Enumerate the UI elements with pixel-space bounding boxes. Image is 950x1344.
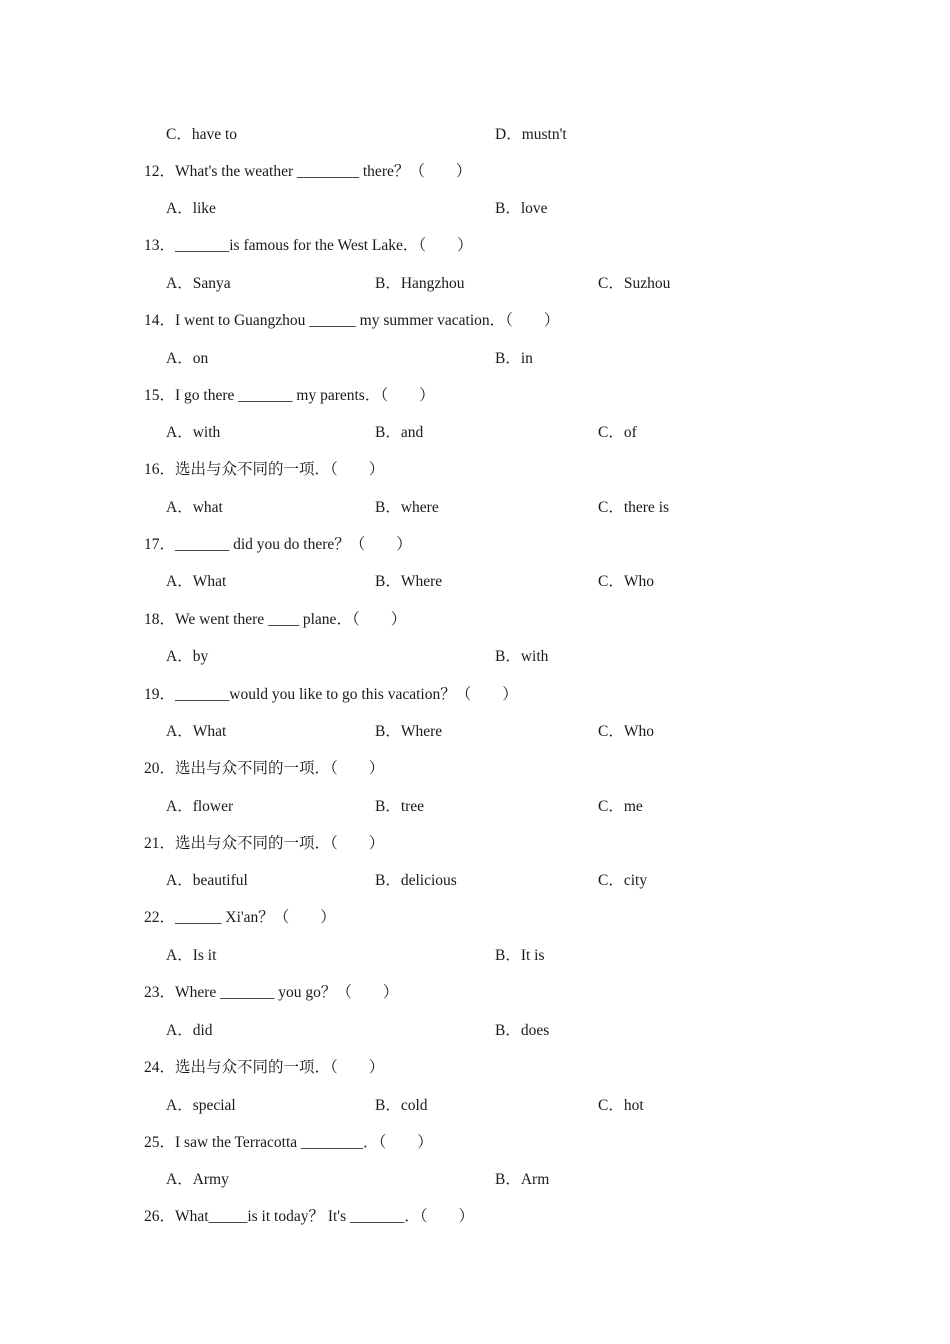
question-stem: 24．选出与众不同的一项．（ ） [144, 1059, 385, 1076]
question-stem: 25．I saw the Terracotta ________．（ ） [144, 1134, 433, 1151]
question-stem: 19．_______would you like to go this vacation？（ ） [144, 686, 518, 703]
answer-option: B．delicious [375, 872, 457, 889]
answer-option: C．of [598, 424, 637, 441]
answer-option: C．have to [166, 126, 238, 143]
question-stem: 14．I went to Guangzhou ______ my summer vacation．（ ） [144, 312, 560, 329]
question-stem: 15．I go there _______ my parents．（ ） [144, 387, 435, 404]
answer-option: A．on [166, 350, 209, 367]
answer-option: A．by [166, 648, 209, 665]
answer-option: C．city [598, 872, 648, 889]
answer-option: A．What [166, 723, 227, 740]
answer-option: A．what [166, 499, 223, 516]
answer-option: B．Where [375, 723, 443, 740]
question-stem: 17．_______ did you do there？（ ） [144, 536, 412, 553]
answer-option: B．and [375, 424, 424, 441]
answer-option: B．love [495, 200, 548, 217]
answer-option: C．there is [598, 499, 670, 516]
answer-option: B．in [495, 350, 533, 367]
answer-option: A．like [166, 200, 216, 217]
question-stem: 23．Where _______ you go？（ ） [144, 984, 399, 1001]
answer-option: A．beautiful [166, 872, 248, 889]
answer-option: C．hot [598, 1097, 644, 1114]
answer-option: A．Is it [166, 947, 217, 964]
answer-option: A．Sanya [166, 275, 231, 292]
question-stem: 12．What's the weather ________ there？（ ） [144, 163, 472, 180]
answer-option: A．did [166, 1022, 213, 1039]
question-stem: 18．We went there ____ plane．（ ） [144, 611, 407, 628]
answer-option: C．Who [598, 723, 654, 740]
question-stem: 21．选出与众不同的一项．（ ） [144, 835, 385, 852]
question-stem: 20．选出与众不同的一项．（ ） [144, 760, 385, 777]
question-stem: 22．______ Xi'an？（ ） [144, 909, 336, 926]
question-stem: 13．_______is famous for the West Lake．（ ） [144, 237, 473, 254]
answer-option: B．Hangzhou [375, 275, 465, 292]
answer-option: B．Arm [495, 1171, 550, 1188]
answer-option: B．It is [495, 947, 545, 964]
question-stem: 26．What_____is it today？ It's _______．（ ） [144, 1208, 474, 1225]
answer-option: B．with [495, 648, 549, 665]
answer-option: C．me [598, 798, 643, 815]
answer-option: A．What [166, 573, 227, 590]
answer-option: B．does [495, 1022, 550, 1039]
answer-option: B．where [375, 499, 439, 516]
answer-option: A．Army [166, 1171, 229, 1188]
answer-option: A．special [166, 1097, 236, 1114]
answer-option: B．Where [375, 573, 443, 590]
answer-option: C．Who [598, 573, 654, 590]
answer-option: C．Suzhou [598, 275, 671, 292]
answer-option: D．mustn't [495, 126, 567, 143]
answer-option: A．with [166, 424, 221, 441]
answer-option: B．cold [375, 1097, 428, 1114]
question-stem: 16．选出与众不同的一项．（ ） [144, 461, 385, 478]
answer-option: B．tree [375, 798, 425, 815]
answer-option: A．flower [166, 798, 234, 815]
